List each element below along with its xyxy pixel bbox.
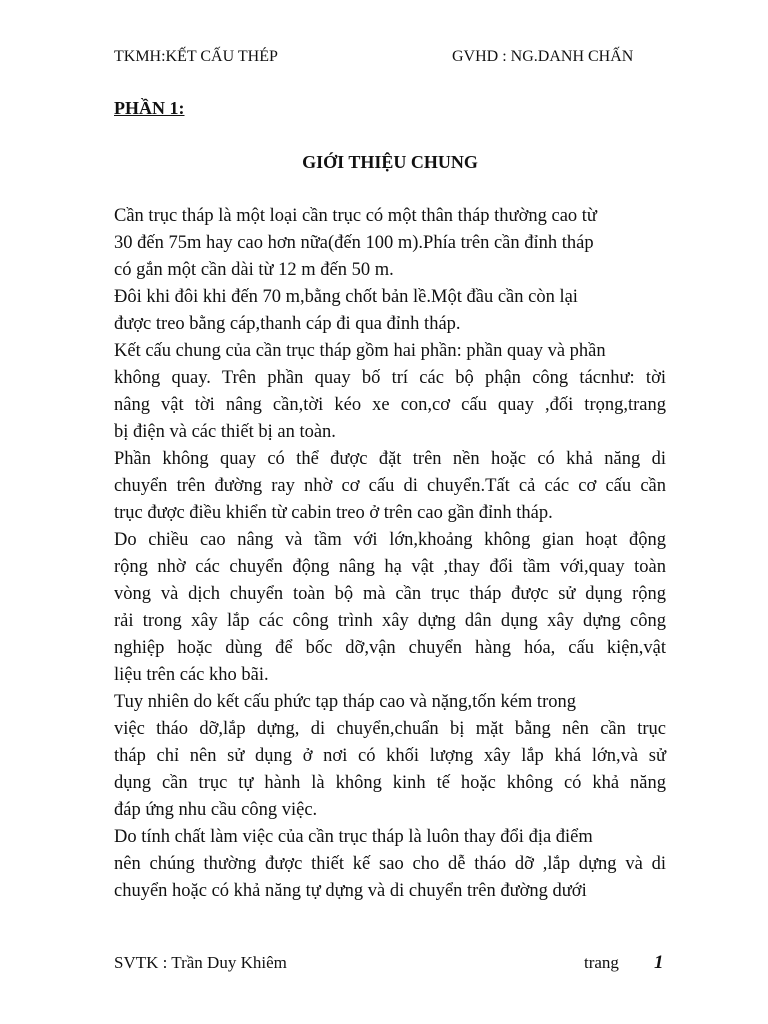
- text-line: Do tính chất làm việc của cần trục tháp là luôn thay đổi địa điểm: [114, 827, 593, 847]
- section-title: GIỚI THIỆU CHUNG: [302, 152, 478, 172]
- text-line: có gắn một cần dài từ 12 m đến 50 m.: [114, 260, 394, 280]
- body-text: [114, 203, 666, 905]
- text-line: bị điện và các thiết bị an toàn.: [114, 422, 336, 442]
- text-line: chuyển hoặc có khả năng tự dựng và di chuyển trên đường dưới: [114, 881, 587, 901]
- page-number: 1: [654, 952, 664, 973]
- text-line: Kết cấu chung của cần trục tháp gồm hai phần: phần quay và phần: [114, 341, 606, 361]
- text-line: được treo bằng cáp,thanh cáp đi qua đỉnh tháp.: [114, 314, 461, 334]
- text-line: nâng vật tời nâng cần,tời kéo xe con,cơ cấu quay ,đối trọng,trang: [114, 395, 666, 415]
- text-line: vòng và dịch chuyển toàn bộ mà cần trục tháp được sử dụng rộng: [114, 584, 666, 604]
- text-line: trục được điều khiển từ cabin treo ở trên cao gần đỉnh tháp.: [114, 503, 553, 523]
- text-line: nên chúng thường được thiết kế sao cho dễ tháo dỡ ,lắp dựng và di: [114, 854, 666, 874]
- text-line: Đôi khi đôi khi đến 70 m,bằng chốt bản lề.Một đầu cần còn lại: [114, 287, 578, 307]
- text-line: đáp ứng nhu cầu công việc.: [114, 800, 318, 820]
- text-line: không quay. Trên phần quay bố trí các bộ phận công tácnhư: tời: [114, 368, 666, 388]
- text-line: Cần trục tháp là một loại cần trục có một thân tháp thường cao từ: [114, 206, 597, 226]
- text-line: nghiệp hoặc dùng để bốc dỡ,vận chuyển hàng hóa, cấu kiện,vật: [114, 638, 666, 658]
- text-line: rải trong xây lắp các công trình xây dựng dân dụng xây dựng công: [114, 611, 666, 631]
- instructor-name: GVHD : NG.DANH CHẤN: [452, 48, 634, 65]
- text-line: Do chiều cao nâng và tầm với lớn,khoảng không gian hoạt động: [114, 530, 666, 550]
- text-line: chuyển trên đường ray nhờ cơ cấu di chuyển.Tất cả các cơ cấu cần: [114, 476, 666, 496]
- text-line: Tuy nhiên do kết cấu phức tạp tháp cao và nặng,tốn kém trong: [114, 692, 576, 712]
- text-line: liệu trên các kho bãi.: [114, 665, 269, 685]
- part-heading: PHẦN 1:: [114, 98, 185, 118]
- text-line: rộng nhờ các chuyển động nâng hạ vật ,thay đổi tầm với,quay toàn: [114, 557, 666, 577]
- text-line: việc tháo dỡ,lắp dựng, di chuyển,chuẩn bị mặt bằng nên cần trục: [114, 719, 666, 739]
- text-line: 30 đến 75m hay cao hơn nữa(đến 100 m).Phía trên cần đỉnh tháp: [114, 233, 594, 253]
- student-name: SVTK : Trần Duy Khiêm: [114, 953, 287, 972]
- page-header: [114, 48, 654, 72]
- page-label: trang: [584, 953, 619, 972]
- page-footer: [114, 953, 666, 979]
- text-line: Phần không quay có thể được đặt trên nền hoặc có khả năng di: [114, 449, 666, 469]
- text-line: tháp chỉ nên sử dụng ở nơi có khối lượng xây lắp khá lớn,và sử: [114, 746, 666, 766]
- text-line: dụng cần trục tự hành là không kinh tế hoặc không có khả năng: [114, 773, 666, 793]
- course-title: TKMH:KẾT CẤU THÉP: [114, 48, 278, 65]
